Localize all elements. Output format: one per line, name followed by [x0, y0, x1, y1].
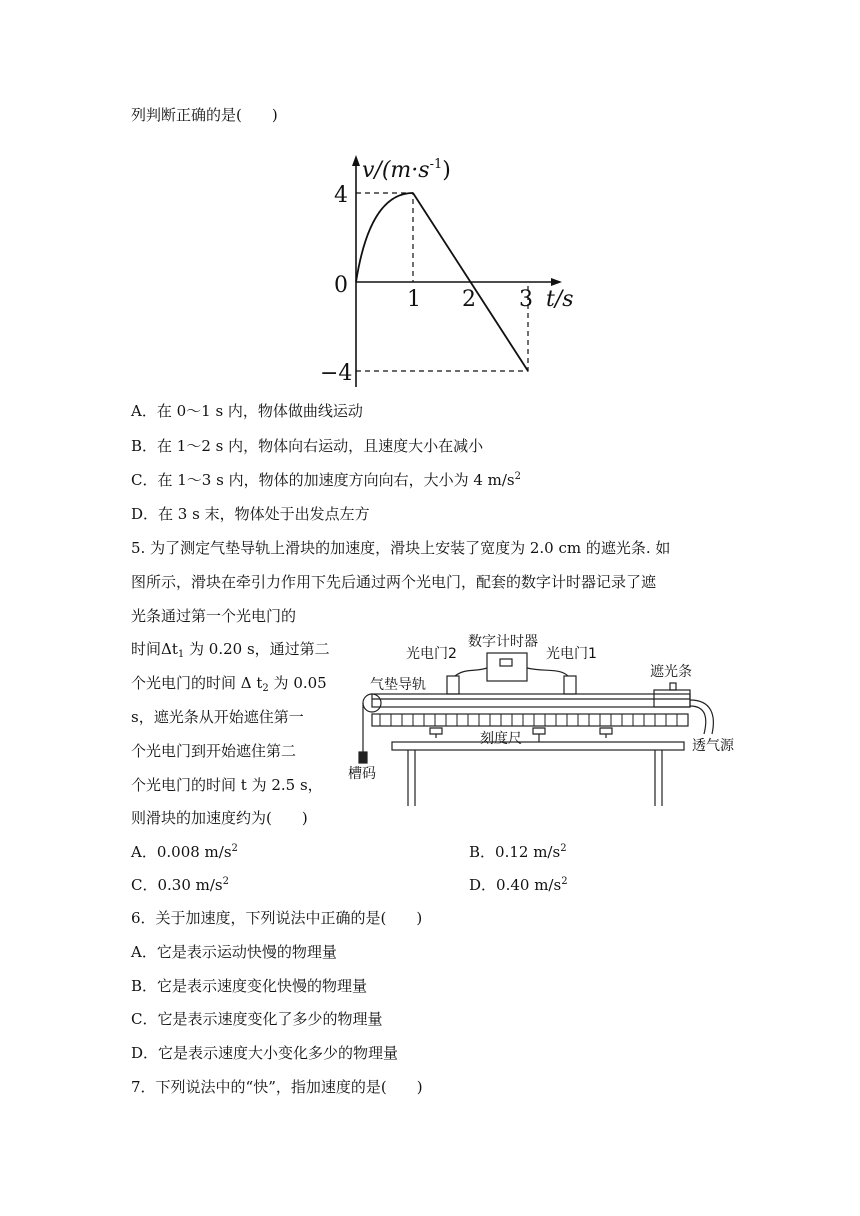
- gate2-label: 光电门2: [406, 646, 457, 662]
- photogate-2: [447, 676, 459, 694]
- timer-display: [500, 659, 512, 666]
- strip-label: 遮光条: [650, 664, 692, 680]
- x-tick-label: 3: [519, 287, 533, 312]
- air-source-label: 透气源: [692, 738, 734, 754]
- scale-ruler: [372, 714, 688, 726]
- table-top: [392, 742, 684, 750]
- ruler-ticks: [380, 714, 677, 726]
- support-foot: [533, 728, 545, 742]
- q5-option-a: A．0.008 $m/s^2$: [131, 843, 238, 861]
- x-tick-label: 1: [407, 287, 421, 312]
- rail-label: 气垫导轨: [370, 677, 426, 693]
- weight-label: 槽码: [348, 766, 376, 782]
- q6-option-d: D．它是表示速度大小变化多少的物理量: [131, 1044, 399, 1062]
- q6-stem: 6．关于加速度，下列说法中正确的是( ): [131, 909, 423, 927]
- air-hose: [690, 700, 713, 734]
- timer-wire: [455, 668, 487, 676]
- photogate-1: [564, 676, 576, 694]
- q5-stem-line-7: 个光电门到开始遮住第二: [131, 742, 297, 760]
- air-hose: [690, 706, 706, 734]
- q5-option-b: B．0.12 $m/s^2$: [469, 843, 567, 861]
- q4-option-c: C．在 1～3 s 内，物体的加速度方向向右，大小为 4 $m/s^2$: [131, 471, 522, 489]
- q5-stem-line-8: 个光电门的时间 t 为 2.5 s，: [131, 776, 323, 794]
- q6-option-a: A．它是表示运动快慢的物理量: [131, 943, 337, 961]
- gate1-label: 光电门1: [546, 646, 597, 662]
- y-axis-label: $v/(m\cdot s^{-1})$: [362, 157, 451, 183]
- q6-option-b: B．它是表示速度变化快慢的物理量: [131, 977, 368, 995]
- ruler-label: 刻度尺: [480, 731, 522, 747]
- question-stem-tail: 列判断正确的是( ): [131, 106, 278, 124]
- q5-option-d: D．0.40 $m/s^2$: [469, 876, 568, 894]
- q5-stem-line-4: 时间$\Delta t_1$ 为 0.20 s，通过第二: [131, 640, 330, 660]
- timer-label: 数字计时器: [468, 634, 538, 650]
- y-tick-label: 0: [334, 273, 348, 298]
- hanging-weight: [359, 752, 367, 763]
- q5-stem-line-2: 图所示，滑块在牵引力作用下先后通过两个光电门，配套的数字计时器记录了遮: [131, 573, 657, 591]
- y-tick-label: 4: [334, 183, 348, 208]
- q4-option-a: A．在 0～1 s 内，物体做曲线运动: [131, 402, 363, 420]
- q5-stem-line-5: 个光电门的时间 Δ $t_2$ 为 0.05: [131, 674, 327, 694]
- air-track-rail: [372, 694, 690, 707]
- timer-wire: [527, 668, 568, 676]
- support-foot: [430, 728, 442, 738]
- q5-stem-line-9: 则滑块的加速度约为( ): [131, 809, 308, 827]
- support-foot: [600, 728, 612, 738]
- q5-option-c: C．0.30 $m/s^2$: [131, 876, 230, 894]
- x-axis-label: t/s: [546, 287, 574, 312]
- q5-stem-line-6: s，遮光条从开始遮住第一: [131, 708, 304, 726]
- q4-option-d: D．在 3 s 末，物体处于出发点左方: [131, 505, 370, 523]
- q5-stem-line-3: 光条通过第一个光电门的: [131, 607, 297, 625]
- digital-timer: [487, 653, 527, 681]
- q4-option-b: B．在 1～2 s 内，物体向右运动，且速度大小在减小: [131, 437, 484, 455]
- x-tick-label: 2: [462, 287, 476, 312]
- q7-stem: 7．下列说法中的“快”，指加速度的是( ): [131, 1078, 423, 1096]
- q6-option-c: C．它是表示速度变化了多少的物理量: [131, 1010, 383, 1028]
- q5-stem-line-1: 5. 为了测定气垫导轨上滑块的加速度，滑块上安装了宽度为 2.0 cm 的遮光条. 如: [131, 539, 671, 557]
- shading-strip: [670, 683, 676, 690]
- y-tick-label: −4: [320, 361, 353, 386]
